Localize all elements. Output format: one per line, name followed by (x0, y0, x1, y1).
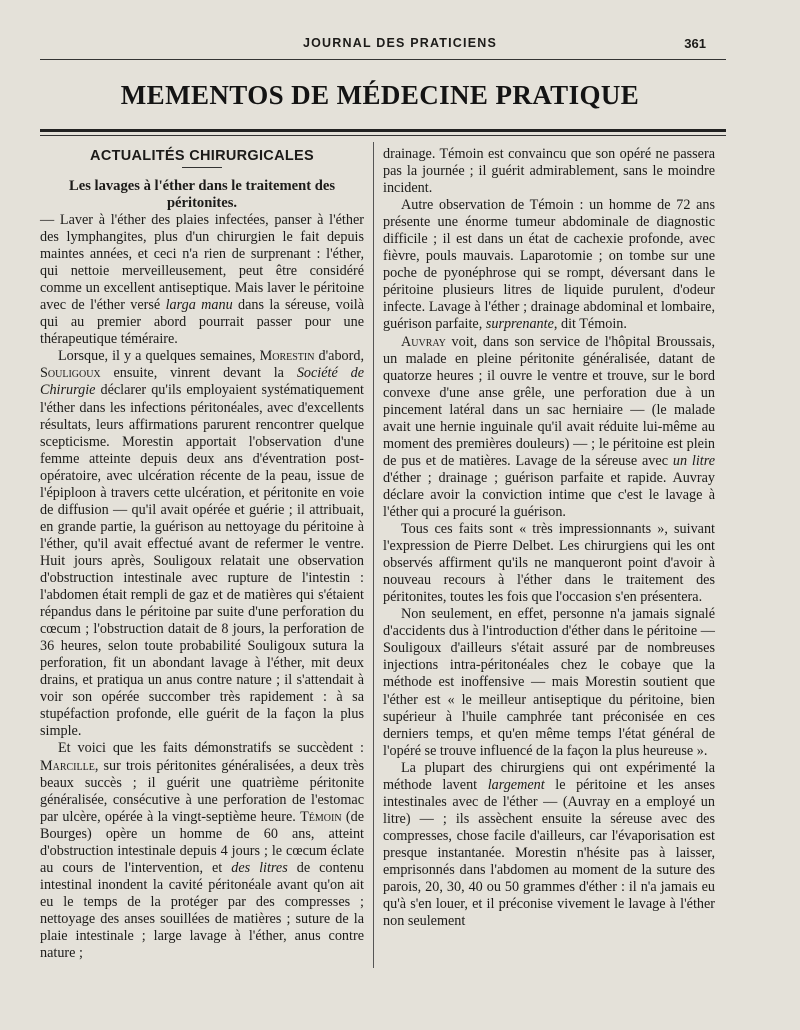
text-run: Autre observation de Témoin : un homme de 72 ans présente une énorme tumeur abdominale de diagnostic difficile ; il est dans un état de cachexie profonde, avec fièvre, pouls mauvais. Laparotomie ; on tombe sur une poche de pyonéphrose qui se rompt, déversant dans le péritoine plusieurs litres de liquide purulent, d'odeur infecte. Lavage à l'éther ; drainage abdominal et lombaire, guérison parfaite, (383, 197, 715, 333)
section-rule (182, 167, 222, 168)
text-run: drainage. Témoin est convaincu que son opéré ne passera pas la journée ; il guérit admirablement, sans le moindre incident. (383, 146, 715, 197)
text-run: , dit Témoin. (553, 316, 627, 333)
text-run: dans la séreuse, voilà qui au premier abord pourrait passer pour une thérapeutique téméraire. (40, 297, 365, 348)
paragraph-body (40, 212, 364, 347)
italic-text: largement (487, 776, 545, 793)
text-run: Tous ces faits sont « très impressionnants », suivant l'expression de Pierre Delbet. Les chirurgiens qui les ont observés affirment qu'ils ne manqueront point d'avoir à nouveau recours à l'éther dans le traitement des péritonites, toutes les fois que l'occasion s'en présentera. (383, 521, 715, 606)
paragraph (383, 606, 715, 759)
paragraph (383, 521, 715, 606)
italic-text: des litres (231, 859, 288, 876)
article-heading: Les lavages à l'éther dans le traitement des péritonites. (68, 178, 336, 211)
paragraph (383, 760, 715, 930)
italic-text: larga manu (165, 297, 233, 314)
text-run: de contenu intestinal inondent la cavité péritonéale avant qu'on ait eu le temps de la protéger par des compresses ; nettoyage des anses souillées de matières ; suture de la plaie intestinale ; large lavage à l'éther, anus contre nature ; (40, 859, 364, 962)
running-title: JOURNAL DES PRATICIENS (302, 36, 497, 50)
page-number: 361 (684, 36, 706, 51)
paragraph (383, 334, 715, 522)
left-column (40, 146, 364, 962)
header-rule (40, 59, 726, 60)
text-run: (de Bourges) opère un homme de 60 ans, atteint d'obstruction intestinale depuis 4 jours ; le cœcum éclate au cours de l'intervention, et (40, 808, 364, 876)
text-run: La plupart des chirurgiens qui ont expérimenté la méthode lavent (383, 759, 715, 793)
right-column (383, 146, 715, 930)
italic-text: surprenante (485, 316, 554, 333)
author-name: Souligoux (40, 365, 101, 382)
paragraph (383, 146, 715, 197)
text-run: Lorsque, il y a quelques semaines, (58, 348, 260, 365)
text-run: ensuite, vinrent devant la (100, 365, 297, 382)
main-title: MEMENTOS DE MÉDECINE PRATIQUE (120, 80, 640, 110)
text-run: Non seulement, en effet, personne n'a jamais signalé d'accidents dus à l'introduction d'éther dans le péritoine — Souligoux d'ailleurs s'était assuré par de nombreuses injections intra-péritonéales chez le cobaye que la méthode est inoffensive — mais Morestin soutient que l'éther est « le meilleur antiseptique du péritoine, bien supérieur à l'huile camphrée tant préconisée en ces derniers temps, et qu'en même temps l'état général de l'opéré se trouve influencé de la façon la plus heureuse ». (383, 606, 715, 759)
paragraph (383, 197, 715, 333)
paragraph (40, 740, 364, 962)
text-run: d'éther ; drainage ; guérison parfaite et rapide. Auvray déclare avoir la conviction intime que c'est le lavage à l'éther qui a procuré la guérison. (383, 469, 715, 520)
author-name: Auvray (401, 333, 446, 350)
text-run: , sur trois péritonites généralisées, a deux très beaux succès ; il guérit une quatrième péritonite généralisée, consécutive à une perforation de l'estomac par ulcère, opérée à la vingt-septième heure. (40, 757, 364, 825)
text-run: d'abord, (314, 348, 365, 365)
author-name: Marcille (40, 757, 95, 774)
author-name: Témoin (300, 808, 342, 825)
title-rule-thick (40, 129, 726, 132)
article-first-paragraph (40, 178, 364, 348)
text-run: le péritoine et les anses intestinales avec de l'éther — (Auvray en a employé un litre) — ; ils assèchent ensuite la séreuse avec des compresses, chose facile d'ailleurs, car l'évaporisation est presque instantanée. Morestin n'hésite pas à laisser, emprisonnés dans l'abdomen au moment de la suture des parois, 20, 30, 40 ou 50 grammes d'éther : il n'a jamais eu qu'à s'en louer, et il préconise vivement le lavage à l'éther non seulement (383, 776, 715, 930)
italic-text: un litre (672, 452, 715, 469)
author-name: Morestin (259, 348, 315, 365)
section-title: ACTUALITÉS CHIRURGICALES (90, 148, 314, 164)
text-run: voit, dans son service de l'hôpital Broussais, un malade en pleine péritonite généralisée, datant de quatorze heures ; il ouvre le ventre et trouve, sur le bord convexe d'une anse grêle, une perforation due à un pincement latéral dans un sac herniaire — (le malade avait une hernie inguinale qu'il avait réduite lui-même au moment des premières douleurs) — ; le péritoine est plein de pus et de matières. Lavage de la séreuse avec (383, 333, 715, 469)
text-run: — Laver à l'éther des plaies infectées, panser à l'éther des lymphangites, plus d'un chirurgien le fait depuis maintes années, et ceci n'a rien de surprenant : l'éther, qui nettoie merveilleusement, peut être considéré comme un excellent antiseptique. Mais laver le péritoine avec de l'éther versé (40, 212, 364, 314)
italic-text: Société de Chirurgie (40, 365, 364, 399)
paragraph (40, 348, 364, 740)
column-divider (373, 142, 374, 968)
text-run: Et voici que les faits démonstratifs se succèdent : (58, 740, 364, 757)
text-run: déclarer qu'ils employaient systématiquement l'éther dans les infections péritonéales, avec d'excellents résultats, leurs affirmations parurent rencontrer quelque scepticisme. Morestin apportait l'observation d'une femme atteinte depuis deux ans d'éventration post-opératoire, avec ulcération récente de la peau, issue de l'épiploon à travers cette ulcération, et péritonite en voie de diffusion — qu'il avait opérée et guérie ; il attribuait, en grande partie, la guérison au nettoyage du péritoine à l'éther, qu'il avait effectué avant de refermer le ventre. Huit jours après, Souligoux relatait une observation d'obstruction intestinale avec rupture de l'intestin : l'abdomen était rempli de gaz et de matières qui s'étaient répandus dans le péritoine par suite d'une perforation du cœcum ; l'obstruction datait de 8 jours, la perforation de 36 heures, selon toute probabilité Souligoux sutura la perforation, fit un abondant lavage à l'éther, mit deux drains, et pratiqua un anus contre nature ; il s'attendait à voir son opérée succomber très rapidement : à sa stupéfaction profonde, elle guérit de la façon la plus simple. (40, 382, 364, 740)
title-rule-thin (40, 135, 726, 136)
